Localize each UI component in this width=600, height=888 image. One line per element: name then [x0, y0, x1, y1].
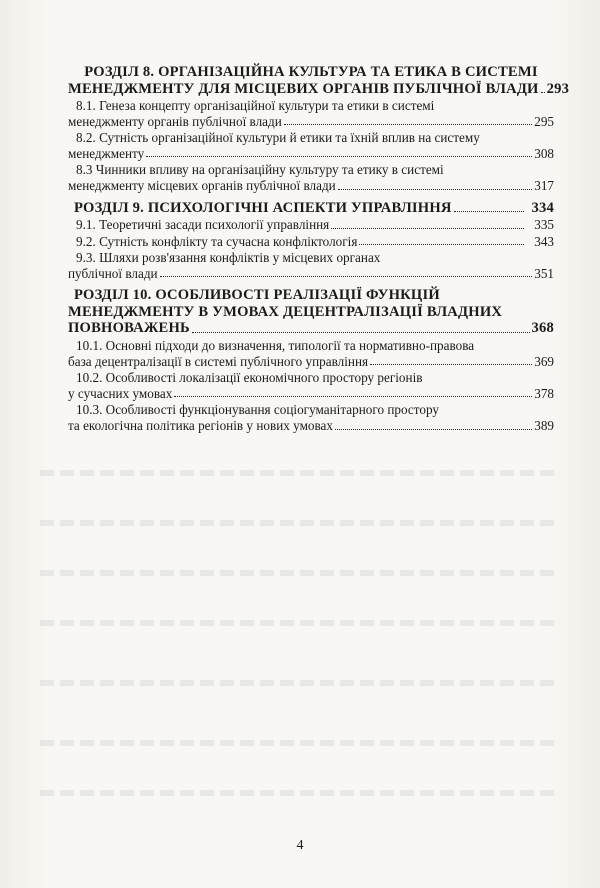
page-ref: 343 — [534, 233, 554, 249]
page-ref: 293 — [546, 80, 570, 97]
leader-dots — [174, 396, 532, 397]
page-ref: 295 — [534, 113, 554, 129]
page-ref: 351 — [534, 265, 554, 281]
leader-dots — [541, 92, 545, 93]
item-text-last: база децентралізації в системі публічного управління — [68, 353, 369, 369]
item-text-last: менеджменту органів публічної влади — [68, 113, 282, 129]
toc-item — [68, 338, 554, 369]
bleed-through-text — [40, 520, 560, 526]
toc-item — [68, 370, 554, 401]
section-title: РОЗДІЛ 9. ПСИХОЛОГІЧНІ АСПЕКТИ УПРАВЛІННЯ — [74, 199, 452, 216]
page-ref: 334 — [531, 199, 554, 216]
item-text: 8.3 Чинники впливу на організаційну культуру та етику в системі — [76, 162, 444, 178]
page-number: 4 — [296, 838, 304, 853]
toc-item — [68, 250, 554, 281]
toc-item — [68, 162, 554, 193]
page-ref: 308 — [534, 145, 554, 161]
item-text: 9.2. Сутність конфлікту та сучасна конфліктологія — [76, 233, 358, 249]
item-text-last: менеджменту — [68, 145, 145, 161]
bleed-through-text — [40, 620, 560, 626]
toc-item — [68, 402, 554, 433]
leader-dots — [338, 189, 532, 190]
section-title: РОЗДІЛ 10. ОСОБЛИВОСТІ РЕАЛІЗАЦІЇ ФУНКЦІЙ — [74, 287, 440, 304]
item-text: 8.2. Сутність організаційної культури й етики та їхній вплив на систему — [76, 130, 480, 146]
leader-dots — [284, 124, 532, 125]
page-ref: 369 — [534, 353, 554, 369]
leader-dots — [335, 429, 532, 430]
leader-dots — [331, 228, 524, 229]
page-ref: 317 — [534, 177, 554, 193]
item-text: 10.1. Основні підходи до визначення, типології та нормативно-правова — [76, 337, 475, 353]
section-title-last: МЕНЕДЖМЕНТУ ДЛЯ МІСЦЕВИХ ОРГАНІВ ПУБЛІЧНОЇ ВЛАДИ — [68, 80, 539, 97]
page-ref: 368 — [531, 320, 554, 337]
toc-section-10 — [68, 287, 554, 433]
page-ref: 378 — [534, 385, 554, 401]
leader-dots — [146, 156, 532, 157]
section-title-line — [68, 200, 554, 217]
leader-dots — [454, 211, 524, 212]
page-ref: 335 — [534, 217, 554, 233]
section-title: РОЗДІЛ 8. ОРГАНІЗАЦІЙНА КУЛЬТУРА ТА ЕТИКА В СИСТЕМІ — [84, 64, 538, 80]
item-text: 9.1. Теоретичні засади психології управління — [76, 217, 330, 233]
section-title-line — [68, 80, 570, 98]
bleed-through-text — [40, 570, 560, 576]
item-text-last: публічної влади — [68, 265, 158, 281]
item-text-last: менеджменту місцевих органів публічної влади — [68, 177, 336, 193]
bleed-through-text — [40, 470, 560, 476]
leader-dots — [370, 364, 532, 365]
toc-section-8 — [68, 64, 570, 194]
toc-item — [68, 130, 554, 161]
item-text-last: у сучасних умовах — [68, 385, 173, 401]
section-title-line — [68, 320, 554, 337]
leader-dots — [192, 332, 530, 333]
bleed-through-text — [40, 790, 560, 796]
leader-dots — [359, 244, 524, 245]
item-text: 8.1. Генеза концепту організаційної культури та етики в системі — [76, 98, 435, 113]
table-of-contents — [68, 64, 570, 440]
section-title-last: ПОВНОВАЖЕНЬ — [68, 320, 190, 337]
toc-item — [68, 217, 554, 233]
leader-dots — [160, 276, 533, 277]
item-text: 10.2. Особливості локалізації економічного простору регіонів — [76, 370, 423, 386]
bleed-through-text — [40, 680, 560, 686]
toc-section-9 — [68, 200, 554, 282]
item-text: 10.3. Особливості функціонування соціогуманітарного простору — [76, 402, 439, 418]
item-text: 9.3. Шляхи розв'язання конфліктів у місцевих органах — [76, 250, 381, 266]
toc-item — [68, 98, 554, 129]
page-ref: 389 — [534, 417, 554, 433]
section-title: МЕНЕДЖМЕНТУ В УМОВАХ ДЕЦЕНТРАЛІЗАЦІЇ ВЛАДНИХ — [68, 303, 503, 320]
toc-item — [68, 234, 554, 250]
item-text-last: та екологічна політика регіонів у нових умовах — [68, 417, 334, 433]
bleed-through-text — [40, 740, 560, 746]
